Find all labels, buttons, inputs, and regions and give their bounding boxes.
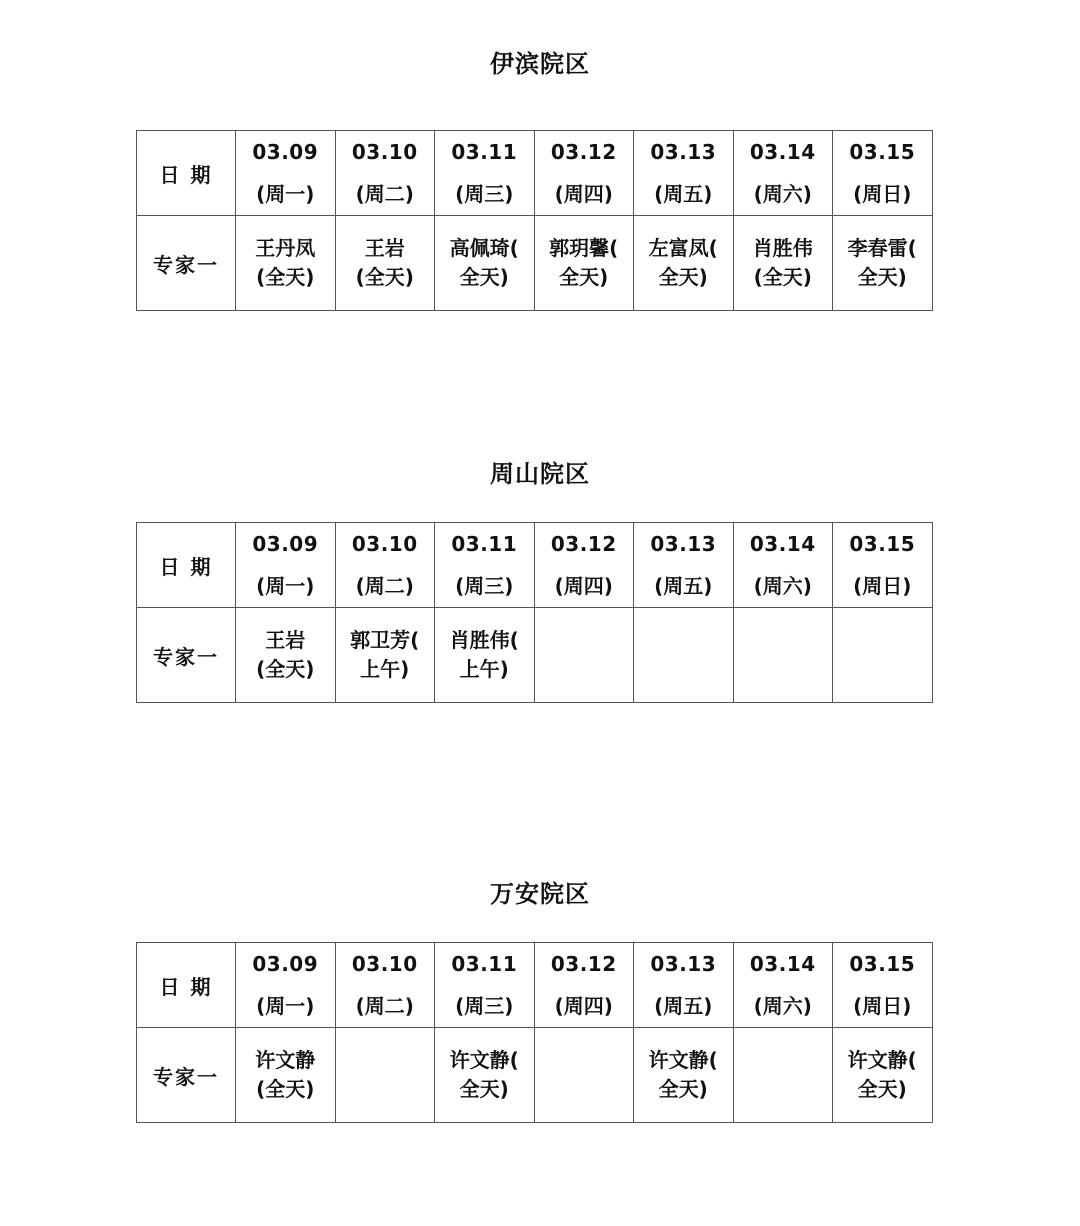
weekday-label: (周一) (256, 182, 315, 206)
date-cell (435, 131, 535, 216)
date-number: 03.15 (849, 140, 916, 164)
expert-time: (全天) (256, 657, 315, 681)
date-number: 03.14 (749, 140, 816, 164)
date-number: 03.11 (451, 140, 518, 164)
weekday-label: (周五) (654, 182, 713, 206)
expert-time: 全天) (658, 1077, 708, 1101)
expert-row (137, 608, 933, 703)
weekday-label: (周四) (554, 182, 613, 206)
section-title-zhoushan: 周山院区 (490, 460, 590, 488)
date-cell (335, 523, 435, 608)
expert-name: 郭卫芳( (350, 628, 420, 652)
weekday-label: (周六) (753, 182, 812, 206)
date-number: 03.14 (749, 952, 816, 976)
expert-cell (335, 608, 435, 703)
expert-cell (236, 1028, 336, 1123)
weekday-label: (周二) (355, 994, 414, 1018)
weekday-label: (周四) (554, 994, 613, 1018)
weekday-label: (周一) (256, 994, 315, 1018)
date-cell (634, 523, 734, 608)
expert-name: 肖胜伟 (752, 236, 813, 260)
expert-time: (全天) (256, 265, 315, 289)
date-number: 03.09 (252, 532, 319, 556)
expert-time: (全天) (355, 265, 414, 289)
expert-cell (236, 216, 336, 311)
date-cell (435, 943, 535, 1028)
expert-time: 全天) (857, 1077, 907, 1101)
date-cell (534, 131, 634, 216)
expert-cell (634, 216, 734, 311)
expert-cell (435, 608, 535, 703)
date-number: 03.11 (451, 952, 518, 976)
expert-name: 高佩琦( (449, 236, 519, 260)
expert-cell (833, 216, 933, 311)
date-cell (435, 523, 535, 608)
expert-label: 专家一 (137, 216, 236, 311)
expert-name: 许文静( (449, 1048, 519, 1072)
date-cell (634, 131, 734, 216)
date-number: 03.14 (749, 532, 816, 556)
expert-time: (全天) (256, 1077, 315, 1101)
expert-time: 全天) (459, 1077, 509, 1101)
expert-time: (全天) (753, 265, 812, 289)
expert-cell (236, 608, 336, 703)
expert-cell (335, 216, 435, 311)
expert-cell (335, 1028, 435, 1123)
expert-name: 左富凤( (648, 236, 718, 260)
date-cell (833, 523, 933, 608)
date-number: 03.09 (252, 140, 319, 164)
date-cell (733, 131, 833, 216)
expert-time: 全天) (658, 265, 708, 289)
expert-name: 许文静( (847, 1048, 917, 1072)
date-row (137, 943, 933, 1028)
date-cell (236, 131, 336, 216)
date-number: 03.09 (252, 952, 319, 976)
date-cell (335, 131, 435, 216)
weekday-label: (周三) (455, 574, 514, 598)
weekday-label: (周日) (853, 994, 912, 1018)
expert-label: 专家一 (137, 1028, 236, 1123)
weekday-label: (周二) (355, 574, 414, 598)
weekday-label: (周五) (654, 994, 713, 1018)
date-number: 03.12 (550, 952, 617, 976)
section-title-yibin: 伊滨院区 (490, 50, 590, 78)
date-cell (833, 943, 933, 1028)
expert-label: 专家一 (137, 608, 236, 703)
expert-cell (733, 216, 833, 311)
expert-name: 王丹凤 (255, 236, 316, 260)
expert-time: 全天) (559, 265, 609, 289)
expert-cell (634, 608, 734, 703)
weekday-label: (周四) (554, 574, 613, 598)
date-label: 日 期 (137, 523, 236, 608)
date-number: 03.10 (351, 952, 418, 976)
date-number: 03.10 (351, 140, 418, 164)
section-title-wanan: 万安院区 (490, 880, 590, 908)
weekday-label: (周三) (455, 182, 514, 206)
expert-row (137, 1028, 933, 1123)
expert-time: 全天) (459, 265, 509, 289)
expert-cell (534, 216, 634, 311)
expert-name: 许文静 (255, 1048, 316, 1072)
expert-cell (534, 608, 634, 703)
date-row (137, 523, 933, 608)
date-cell (733, 523, 833, 608)
date-cell (733, 943, 833, 1028)
expert-name: 王岩 (265, 628, 306, 652)
expert-cell (634, 1028, 734, 1123)
weekday-label: (周二) (355, 182, 414, 206)
schedule-table-zhoushan (136, 522, 933, 703)
expert-cell (733, 608, 833, 703)
expert-name: 李春雷( (847, 236, 917, 260)
schedule-table-yibin (136, 130, 933, 311)
expert-time: 上午) (459, 657, 509, 681)
weekday-label: (周六) (753, 994, 812, 1018)
weekday-label: (周一) (256, 574, 315, 598)
expert-name: 肖胜伟( (449, 628, 519, 652)
date-label: 日 期 (137, 131, 236, 216)
weekday-label: (周日) (853, 574, 912, 598)
expert-cell (833, 608, 933, 703)
expert-cell (833, 1028, 933, 1123)
date-number: 03.13 (650, 532, 717, 556)
date-number: 03.15 (849, 952, 916, 976)
date-cell (534, 523, 634, 608)
date-number: 03.11 (451, 532, 518, 556)
date-number: 03.13 (650, 952, 717, 976)
date-cell (833, 131, 933, 216)
date-number: 03.15 (849, 532, 916, 556)
weekday-label: (周六) (753, 574, 812, 598)
date-cell (236, 523, 336, 608)
expert-cell (435, 216, 535, 311)
date-label: 日 期 (137, 943, 236, 1028)
schedule-table-wanan (136, 942, 933, 1123)
date-number: 03.12 (550, 140, 617, 164)
expert-name: 王岩 (364, 236, 405, 260)
date-number: 03.10 (351, 532, 418, 556)
date-number: 03.12 (550, 532, 617, 556)
weekday-label: (周三) (455, 994, 514, 1018)
expert-name: 许文静( (648, 1048, 718, 1072)
date-row (137, 131, 933, 216)
date-cell (634, 943, 734, 1028)
date-number: 03.13 (650, 140, 717, 164)
weekday-label: (周五) (654, 574, 713, 598)
date-cell (335, 943, 435, 1028)
expert-row (137, 216, 933, 311)
expert-time: 上午) (360, 657, 410, 681)
expert-name: 郭玥馨( (549, 236, 619, 260)
date-cell (236, 943, 336, 1028)
date-cell (534, 943, 634, 1028)
weekday-label: (周日) (853, 182, 912, 206)
expert-cell (733, 1028, 833, 1123)
expert-time: 全天) (857, 265, 907, 289)
expert-cell (435, 1028, 535, 1123)
expert-cell (534, 1028, 634, 1123)
